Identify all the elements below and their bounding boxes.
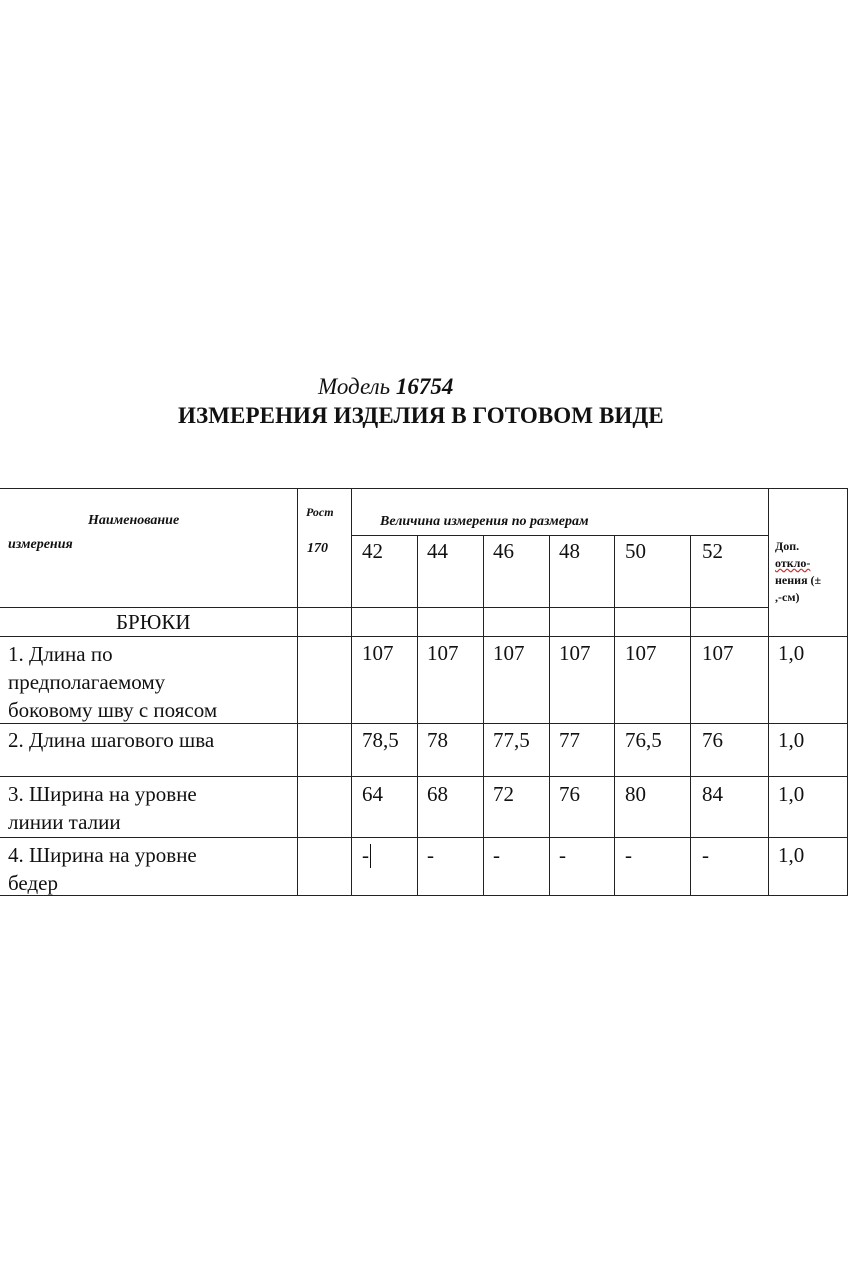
row3-name	[8, 780, 197, 836]
row4-name-line1: 4. Ширина на уровне	[8, 843, 197, 867]
row4-name-line2: бедер	[8, 871, 58, 895]
col-divider-name	[297, 488, 298, 896]
measurement-table	[0, 488, 848, 898]
col-name-header-line2: измерения	[8, 537, 73, 552]
row1-name	[8, 640, 217, 724]
row1-val-44: 107	[427, 641, 459, 665]
text-cursor	[370, 844, 371, 868]
row2-val-42: 78,5	[362, 728, 399, 752]
row4-val-50: -	[625, 843, 632, 867]
row2-dev: 1,0	[778, 728, 805, 752]
row1-dev: 1,0	[778, 641, 805, 665]
header-bottom-line	[0, 607, 768, 608]
col-height-header: Рост	[306, 505, 334, 519]
col-name-header-line1: Наименование	[88, 513, 180, 528]
col-divider-42	[417, 535, 418, 896]
row4-val-48: -	[559, 843, 566, 867]
row2-val-46: 77,5	[493, 728, 530, 752]
col-divider-44	[483, 535, 484, 896]
row2-val-48: 77	[559, 728, 580, 752]
row1-val-42: 107	[362, 641, 394, 665]
page-title: ИЗМЕРЕНИЯ ИЗДЕЛИЯ В ГОТОВОМ ВИДЕ	[178, 403, 664, 428]
row1-val-52: 107	[702, 641, 734, 665]
row4-dev: 1,0	[778, 843, 805, 867]
row3-val-46: 72	[493, 782, 514, 806]
model-number: 16754	[395, 374, 454, 399]
size-50: 50	[625, 539, 646, 563]
table-border-top	[0, 488, 848, 489]
size-48: 48	[559, 539, 580, 563]
row1-name-line3: боковому шву с поясом	[8, 698, 218, 722]
section-bottom-line	[0, 636, 848, 637]
col-divider-50	[690, 535, 691, 896]
model-line	[318, 374, 453, 400]
row4-val-44: -	[427, 843, 434, 867]
row3-val-44: 68	[427, 782, 448, 806]
col-dev-line4: ,-см)	[775, 590, 800, 604]
section-title: БРЮКИ	[116, 610, 191, 634]
row3-bottom-line	[0, 837, 848, 838]
row2-val-52: 76	[702, 728, 723, 752]
col-sizes-header: Величина измерения по размерам	[380, 514, 589, 529]
size-42: 42	[362, 539, 383, 563]
row2-val-44: 78	[427, 728, 448, 752]
col-divider-46	[549, 535, 550, 896]
col-dev-header	[775, 538, 821, 606]
size-52: 52	[702, 539, 723, 563]
row1-name-line1: 1. Длина по	[8, 642, 113, 666]
row2-bottom-line	[0, 776, 848, 777]
col-divider-52	[768, 488, 769, 896]
row3-name-line1: 3. Ширина на уровне	[8, 782, 197, 806]
row1-val-48: 107	[559, 641, 591, 665]
model-label: Модель	[318, 374, 391, 399]
col-dev-line2: откло-	[775, 556, 811, 570]
row4-val-52: -	[702, 843, 709, 867]
row3-val-52: 84	[702, 782, 723, 806]
row3-val-50: 80	[625, 782, 646, 806]
col-height-value: 170	[307, 541, 328, 556]
row4-val-46: -	[493, 843, 500, 867]
size-44: 44	[427, 539, 448, 563]
row3-val-48: 76	[559, 782, 580, 806]
row2-val-50: 76,5	[625, 728, 662, 752]
row2-name	[8, 726, 214, 754]
sizes-header-divider	[351, 535, 768, 536]
col-dev-line3: нения (±	[775, 573, 822, 587]
row2-name-line1: 2. Длина шагового шва	[8, 728, 215, 752]
row3-name-line2: линии талии	[8, 810, 121, 834]
row4-name	[8, 841, 197, 897]
row3-val-42: 64	[362, 782, 383, 806]
row4-val-42: -	[362, 843, 369, 867]
col-dev-line1: Доп.	[775, 539, 800, 553]
row1-val-46: 107	[493, 641, 525, 665]
row1-name-line2: предполагаемому	[8, 670, 166, 694]
col-divider-48	[614, 535, 615, 896]
row1-val-50: 107	[625, 641, 657, 665]
size-46: 46	[493, 539, 514, 563]
col-divider-height	[351, 488, 352, 896]
row3-dev: 1,0	[778, 782, 805, 806]
